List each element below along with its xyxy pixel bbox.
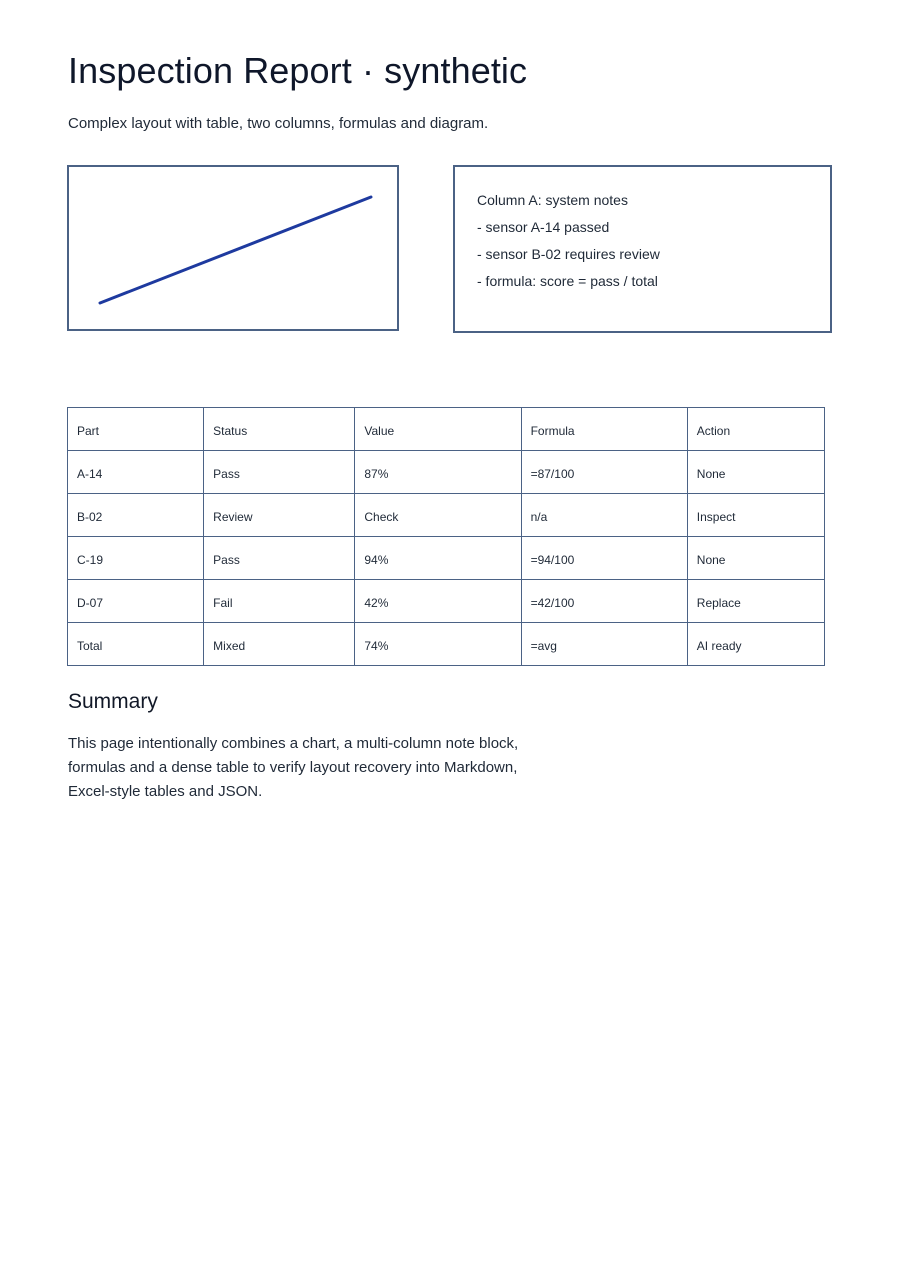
cell-action: Inspect bbox=[687, 494, 824, 537]
table-row bbox=[68, 494, 825, 537]
column-header-part: Part bbox=[68, 408, 204, 451]
page-subtitle: Complex layout with table, two columns, formulas and diagram. bbox=[68, 115, 489, 132]
cell-formula: =avg bbox=[521, 623, 687, 666]
cell-action: AI ready bbox=[687, 623, 824, 666]
column-header-action: Action bbox=[687, 408, 824, 451]
cell-value: Check bbox=[355, 494, 521, 537]
table-header-row bbox=[68, 408, 825, 451]
notes-item: - sensor A-14 passed bbox=[477, 219, 610, 235]
notes-item: - sensor B-02 requires review bbox=[477, 246, 660, 262]
trend-line bbox=[100, 197, 371, 303]
cell-value: 94% bbox=[355, 537, 521, 580]
cell-part: Total bbox=[68, 623, 204, 666]
cell-value: 42% bbox=[355, 580, 521, 623]
cell-formula: =94/100 bbox=[521, 537, 687, 580]
cell-formula: =42/100 bbox=[521, 580, 687, 623]
table-row bbox=[68, 537, 825, 580]
cell-status: Pass bbox=[204, 451, 355, 494]
page-title: Inspection Report · synthetic bbox=[68, 50, 528, 91]
inspection-table bbox=[67, 407, 825, 666]
column-header-formula: Formula bbox=[521, 408, 687, 451]
table-row bbox=[68, 451, 825, 494]
cell-formula: =87/100 bbox=[521, 451, 687, 494]
table-total-row bbox=[68, 623, 825, 666]
cell-value: 87% bbox=[355, 451, 521, 494]
cell-action: None bbox=[687, 451, 824, 494]
table-row bbox=[68, 580, 825, 623]
column-header-status: Status bbox=[204, 408, 355, 451]
diagram-box bbox=[67, 165, 399, 331]
cell-part: C-19 bbox=[68, 537, 204, 580]
cell-status: Mixed bbox=[204, 623, 355, 666]
cell-part: D-07 bbox=[68, 580, 204, 623]
notes-box bbox=[453, 165, 832, 333]
cell-value: 74% bbox=[355, 623, 521, 666]
cell-formula: n/a bbox=[521, 494, 687, 537]
cell-status: Review bbox=[204, 494, 355, 537]
summary-heading: Summary bbox=[68, 690, 158, 713]
cell-action: None bbox=[687, 537, 824, 580]
notes-item: - formula: score = pass / total bbox=[477, 273, 658, 289]
cell-part: B-02 bbox=[68, 494, 204, 537]
column-header-value: Value bbox=[355, 408, 521, 451]
cell-status: Pass bbox=[204, 537, 355, 580]
cell-status: Fail bbox=[204, 580, 355, 623]
line-diagram bbox=[69, 167, 401, 333]
summary-paragraph: This page intentionally combines a chart, a multi-column note block, formulas and a dense table to verify layout recovery into Markdown, Excel-style tables and JSON. bbox=[68, 735, 519, 800]
cell-action: Replace bbox=[687, 580, 824, 623]
cell-part: A-14 bbox=[68, 451, 204, 494]
notes-heading: Column A: system notes bbox=[477, 192, 628, 208]
